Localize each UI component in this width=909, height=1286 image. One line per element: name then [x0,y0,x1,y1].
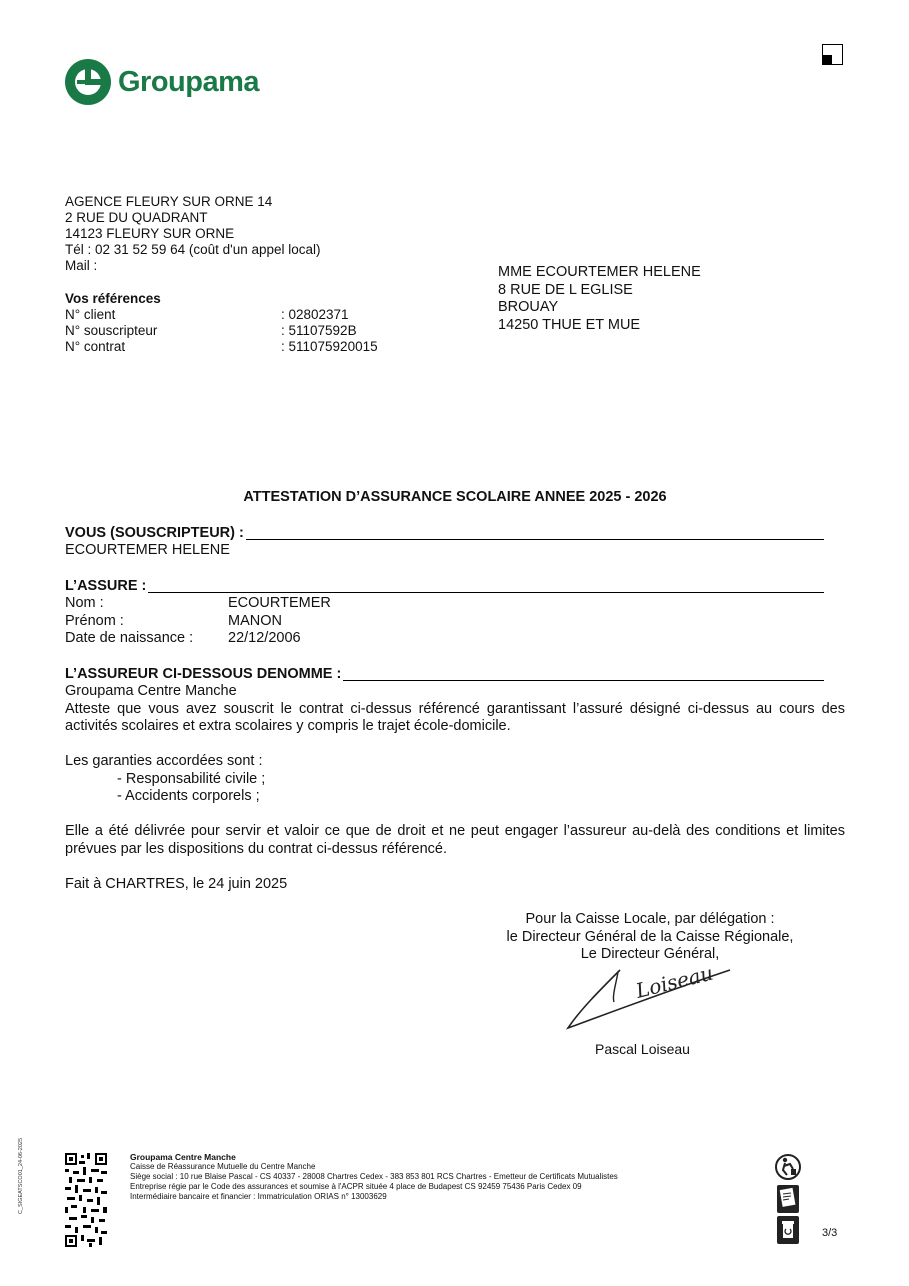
qr-code-icon [65,1153,107,1247]
subscriber-section [65,525,824,560]
reference-row [65,339,378,355]
insured-row [65,595,824,613]
agency-line: Tél : 02 31 52 59 64 (coût d'un appel local) [65,242,321,257]
brand-name: Groupama [118,65,260,98]
guarantees-section [65,753,265,806]
document-code: C_SIGEATSCO01_24-06-2025 [18,1137,24,1214]
subscriber-name: ECOURTEMER HELENE [65,542,230,558]
guarantees-intro: Les garanties accordées sont : [65,753,263,769]
insured-label: Prénom : [65,612,124,629]
footer-line: Entreprise régie par le Code des assurances et soumise à l'ACPR située 4 place de Budapest CS 92459 75436 Paris Cedex 09 [130,1182,582,1191]
footer-legal [130,1152,618,1202]
insurer-statement: Atteste que vous avez souscrit le contrat ci-dessus référencé garantissant l’assuré désigné ci-dessus au cours des activités scolaires et extra scolaires y compris le trajet école-domicile. [65,700,845,734]
insurer-name: Groupama Centre Manche [65,683,237,699]
insured-heading [65,578,824,595]
page-corner-marker [822,44,843,65]
insured-row [65,630,824,648]
insured-value: ECOURTEMER [228,595,331,611]
signature-line: Pour la Caisse Locale, par délégation : [525,911,775,927]
page-number: 3/3 [822,1227,838,1239]
signature-line: le Directeur Général de la Caisse Régionale, [506,928,794,945]
document-title: ATTESTATION D’ASSURANCE SCOLAIRE ANNEE 2025 - 2026 [243,489,667,505]
validity-statement: Elle a été délivrée pour servir et valoir ce que de droit et ne peut engager l’assureur au-delà des conditions et limites prévues par les dispositions du contrat ci-dessus référencé. [65,823,845,857]
handwritten-signature [560,960,740,1040]
groupama-logo [64,58,259,106]
heading-rule [343,679,824,681]
agency-line: 14123 FLEURY SUR ORNE [65,226,235,241]
signature-line: Le Directeur Général, [580,946,720,962]
reference-row [65,307,378,323]
footer-line: Siège social : 10 rue Blaise Pascal - CS 40337 - 28008 Chartres Cedex - 383 853 801 RCS Chartres - Emetteur de Certificats Mutualistes [130,1172,618,1181]
recipient-line: BROUAY [498,299,559,315]
recipient-line: MME ECOURTEMER HELENE [498,264,701,280]
insured-label: Date de naissance : [65,630,194,646]
insured-section [65,578,824,648]
footer-line: Caisse de Réassurance Mutuelle du Centre Manche [130,1162,316,1171]
recycle-bin-icon [774,1215,802,1245]
insured-label: Nom : [65,595,104,611]
agency-line: Mail : [65,258,98,273]
recipient-line: 8 RUE DE L EGLISE [498,281,633,298]
reference-row [65,323,378,339]
signature-block [495,911,805,964]
insured-row [65,613,824,631]
tidyman-recycle-icon [774,1153,802,1181]
subscriber-heading [65,525,824,542]
reference-label: N° client [65,307,116,322]
signer-name: Pascal Loiseau [595,1041,690,1057]
reference-label: N° souscripteur [65,323,158,338]
references-block [65,291,378,355]
agency-line: 2 RUE DU QUADRANT [65,210,208,225]
agency-line: AGENCE FLEURY SUR ORNE 14 [65,194,273,209]
place-date: Fait à CHARTRES, le 24 juin 2025 [65,876,288,892]
guarantee-item: - Accidents corporels ; [117,788,260,804]
signature-scribble: Loiseau [633,960,716,1003]
groupama-logo-icon [64,58,112,106]
recipient-address [498,264,701,334]
reference-value: : 51107592B [281,323,357,338]
insured-value: MANON [228,612,282,629]
insurer-section [65,666,845,736]
reference-value: : 02802371 [281,307,349,322]
heading-rule [246,538,824,540]
footer-company: Groupama Centre Manche [130,1152,236,1162]
recipient-line: 14250 THUE ET MUE [498,316,641,333]
footer-line: Intermédiaire bancaire et financier : Immatriculation ORIAS n° 13003629 [130,1192,387,1201]
insured-heading-text: L’ASSURE : [65,578,147,594]
reference-label: N° contrat [65,339,126,354]
subscriber-heading-text: VOUS (SOUSCRIPTEUR) : [65,525,244,541]
references-title: Vos références [65,291,161,306]
paper-document-icon [774,1184,802,1214]
reference-value: : 511075920015 [281,339,378,354]
agency-address [65,194,321,274]
insurer-heading [65,666,824,683]
heading-rule [148,591,824,593]
guarantee-item: - Responsabilité civile ; [117,770,266,787]
insured-value: 22/12/2006 [228,630,301,646]
insurer-heading-text: L’ASSUREUR CI-DESSOUS DENOMME : [65,666,342,682]
